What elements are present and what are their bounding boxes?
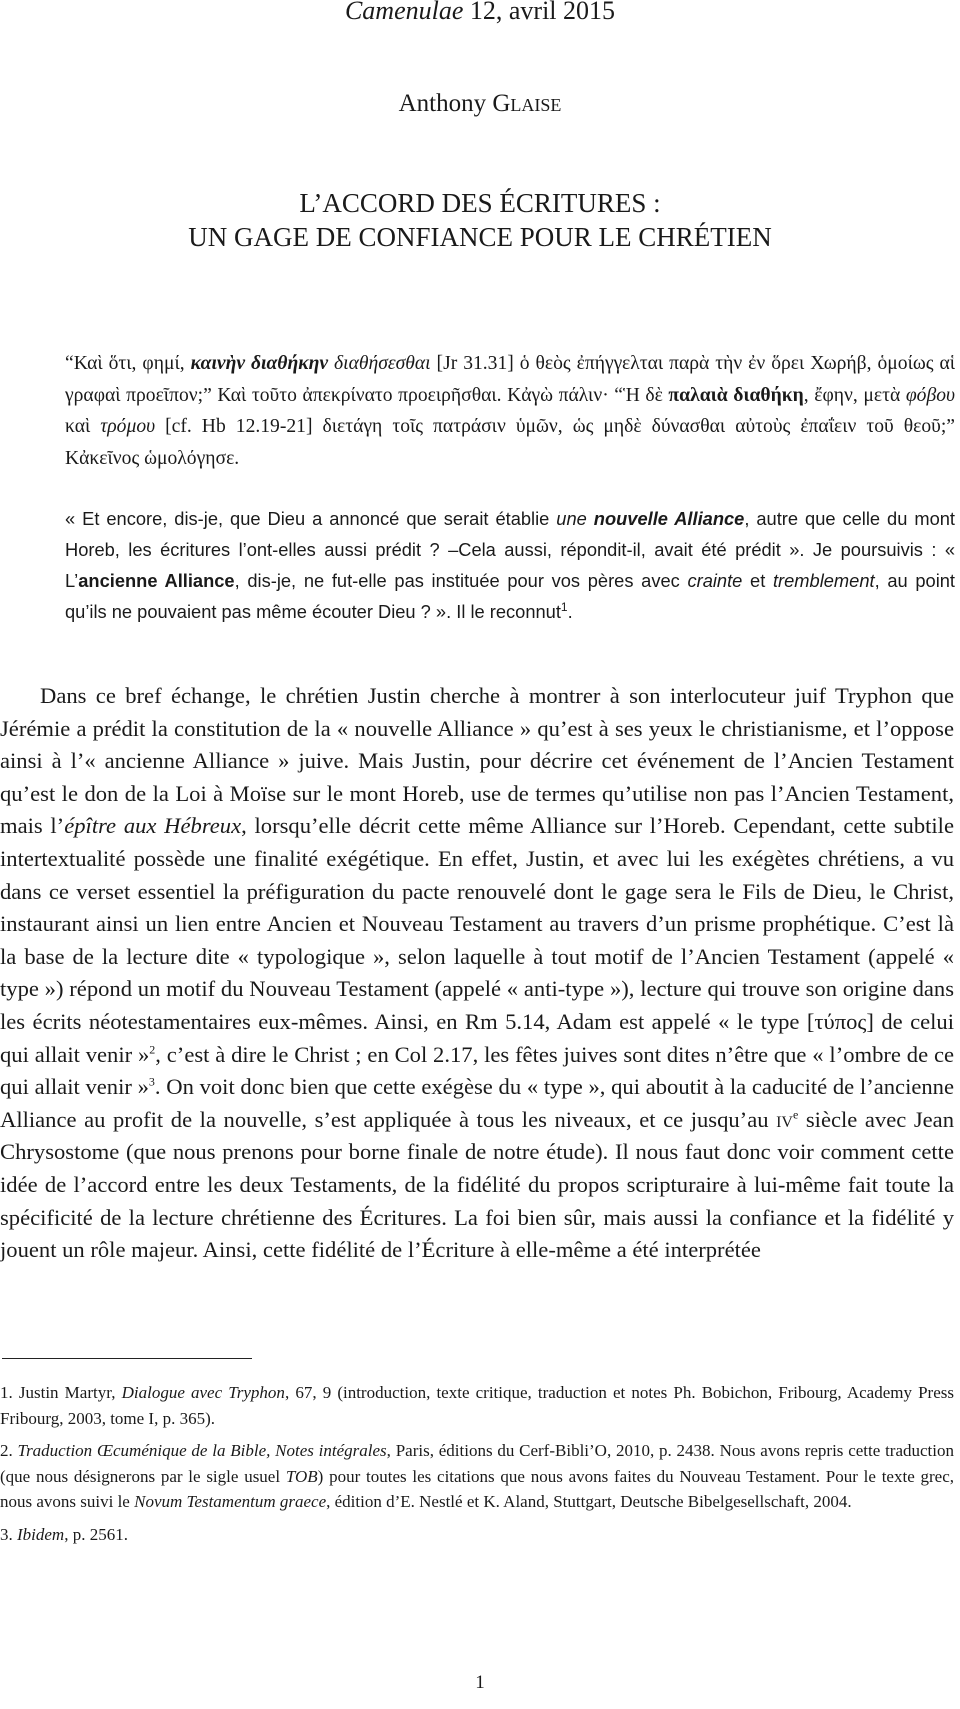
footnote-text: , 67, 9 (introduction, texte critique, traduction et notes Ph. Bobichon, Fribourg, Academy Press Fribourg, 2003, tome I, p. 365).: [0, 1383, 954, 1428]
footnote-3: [0, 1522, 954, 1548]
quote-text: , dis-je, ne fut-elle pas instituée pour vos pères avec: [234, 570, 688, 591]
footnote-italic: TOB: [285, 1466, 318, 1486]
greek-italic: τρόμου: [100, 416, 156, 437]
footnote-text: Justin Martyr,: [12, 1383, 122, 1402]
footnote-text: , édition d’E. Nestlé et K. Aland, Stuttgart, Deutsche Bibelgesellschaft, 2004.: [326, 1492, 852, 1511]
footnote-italic: Dialogue avec Tryphon: [121, 1383, 285, 1402]
ordinal-suffix: e: [792, 1107, 799, 1122]
body-text: siècle avec Jean Chrysostome (que nous prenons pour borne finale de notre étude). Il nous faut donc voir comment cette idée de l’accord entre les deux Testaments, de la fidélité du propos scripturaire à lui-même fait toute la spécificité de la lecture chrétienne des Écritures. La foi bien sûr, mais aussi la confiance et la fidélité y jouent un rôle majeur. Ainsi, cette fidélité de l’Écriture à elle-même a été interprétée: [0, 1106, 954, 1263]
quote-text: , au point qu’ils ne pouvaient pas même écouter Dieu ? ». Il le reconnut: [65, 570, 956, 622]
footnote-ref-3[interactable]: 3: [148, 1074, 155, 1089]
footnotes: [0, 1380, 954, 1554]
footnote-text: , Paris, éditions du Cerf-Bibli’O, 2010, p. 2438. Nous avons repris cette traduction (que nous désignerons par le sigle usuel: [0, 1441, 954, 1486]
quote-italic: tremblement: [772, 570, 875, 591]
greek-text: καὶ: [65, 416, 101, 437]
greek-italic: διαθήσεσθαι: [328, 353, 431, 374]
greek-epigraph: [65, 348, 955, 474]
author-first-name: Anthony: [398, 90, 487, 117]
body-text: Dans ce bref échange, le chrétien Justin cherche à montrer à son interlocuteur juif Tryphon que Jérémie a prédit la constitution de la « nouvelle Alliance » qu’est à ses yeux le christianisme, et l’oppose ainsi à l’« ancienne Alliance » juive. Mais Justin, pour décrire cet événement de l’Ancien Testament qu’est le don de la Loi à Moïse sur le mont Horeb, use de termes qu’utilise non pas l’Ancien Testament, mais l’: [0, 683, 954, 839]
french-translation-quote: [65, 503, 955, 627]
quote-text: , autre que celle du mont Horeb, les écritures l’ont-elles aussi prédit ? –Cela aussi, répondit-il, avait été prédit ». Je poursuivis : « L’: [65, 508, 955, 591]
greek-emphasis: παλαιὰ διαθήκη: [668, 384, 804, 406]
footnote-number: 1.: [0, 1383, 13, 1402]
footnote-ref-1[interactable]: 1: [560, 599, 568, 614]
author-last-name: Glaise: [492, 90, 562, 117]
body-text: de celui qui allait venir »: [0, 1008, 954, 1067]
greek-emphasis: καινὴν διαθήκην: [190, 353, 329, 374]
footnote-text: ) pour toutes les citations que nous avons faites du Nouveau Testament. Pour le texte grec, nous avons suivi le: [0, 1466, 954, 1511]
greek-text: [cf. Hb 12.19-21] διετάγη τοῖς πατράσιν ὑμῶν, ὡς μηδὲ δύνασθαι αὐτοὺς ἐπαΐειν τοῦ θεοῦ;” Κἀκεῖνος ὡμολόγησε.: [65, 416, 955, 469]
body-text: , lorsqu’elle décrit cette même Alliance sur l’Horeb. Cependant, cette subtile intertextualité possède une finalité exégétique. En effet, Justin, et avec lui les exégètes chrétiens, a vu dans ce verset essentiel la préfiguration du pacte renouvelé dont le gage sera le Fils de Dieu, le Christ, instaurant ainsi un lien entre Ancien et Nouveau Testament au travers d’un prisme prophétique. C’est là la base de la lecture dite « typologique », selon laquelle à tout motif de l’Ancien Testament (appelé « type ») répond un motif du Nouveau Testament (appelé « anti-type »), lecture qui trouve son origine dans les écrits néotestamentaires eux-mêmes. Ainsi, en Rm 5.14, Adam est appelé « le type: [0, 813, 954, 1034]
greek-text: , ἔφην, μετὰ: [803, 384, 906, 406]
quote-text: .: [567, 601, 573, 622]
body-paragraph: [0, 680, 954, 1267]
page-number: 1: [475, 1672, 485, 1693]
quote-text: « Et encore, dis-je, que Dieu a annoncé que serait établie: [65, 508, 557, 529]
footnote-text: , p. 2561.: [64, 1524, 128, 1544]
footnote-italic: Ibidem: [17, 1524, 65, 1544]
footnote-2: [0, 1438, 954, 1515]
quote-emphasis: ancienne Alliance: [78, 570, 235, 591]
article-title: [0, 186, 960, 254]
title-line-2: UN GAGE DE CONFIANCE POUR LE CHRÉTIEN: [188, 222, 772, 252]
journal-name: Camenulae: [344, 0, 464, 25]
greek-text: [Jr 31.31] ὁ θεὸς ἐπήγγελται παρὰ τὴν ἐν ὅρει Χωρήβ, ὁμοίως αἱ γραφαὶ προεῖπον;” Καὶ τοῦτο ἀπεκρίνατο προειρῆσθαι. Κἀγὼ πάλιν· “Ἡ δὲ: [65, 353, 955, 406]
title-line-1: L’ACCORD DES ÉCRITURES :: [299, 188, 661, 218]
footnote-italic: Novum Testamentum graece: [134, 1492, 327, 1511]
roman-numeral: iv: [776, 1106, 793, 1132]
greek-text: “Καὶ ὅτι, φημί,: [65, 353, 191, 374]
body-text: , c’est à dire le Christ ; en Col 2.17, les fêtes juives sont dites n’être que « l’ombre de ce qui allait venir »: [0, 1041, 955, 1100]
footnote-number: 2.: [0, 1441, 13, 1460]
greek-word: [τύπος]: [806, 1008, 874, 1034]
footnote-italic: Traduction Œcuménique de la Bible, Notes intégrales: [17, 1441, 387, 1460]
quote-text: [587, 508, 594, 529]
running-header: [0, 0, 960, 26]
footnote-separator: [2, 1358, 252, 1359]
quote-text: et: [742, 570, 773, 591]
footnote-1: [0, 1380, 954, 1431]
quote-emphasis: nouvelle Alliance: [593, 508, 745, 529]
quote-italic: crainte: [687, 570, 743, 591]
footnote-number: 3.: [0, 1524, 13, 1544]
author-name: [0, 90, 960, 118]
greek-italic: φόβου: [905, 384, 955, 406]
body-italic: épître aux Hébreux: [64, 813, 242, 839]
quote-italic: une: [556, 508, 587, 529]
footnote-ref-2[interactable]: 2: [149, 1042, 156, 1056]
issue-date: 12, avril 2015: [469, 0, 616, 25]
body-text: . On voit donc bien que cette exégèse du « type », qui aboutit à la caducité de l’ancienne Alliance au profit de la nouvelle, s’est appliquée à tous les niveaux, et ce jusqu’au: [0, 1074, 954, 1132]
